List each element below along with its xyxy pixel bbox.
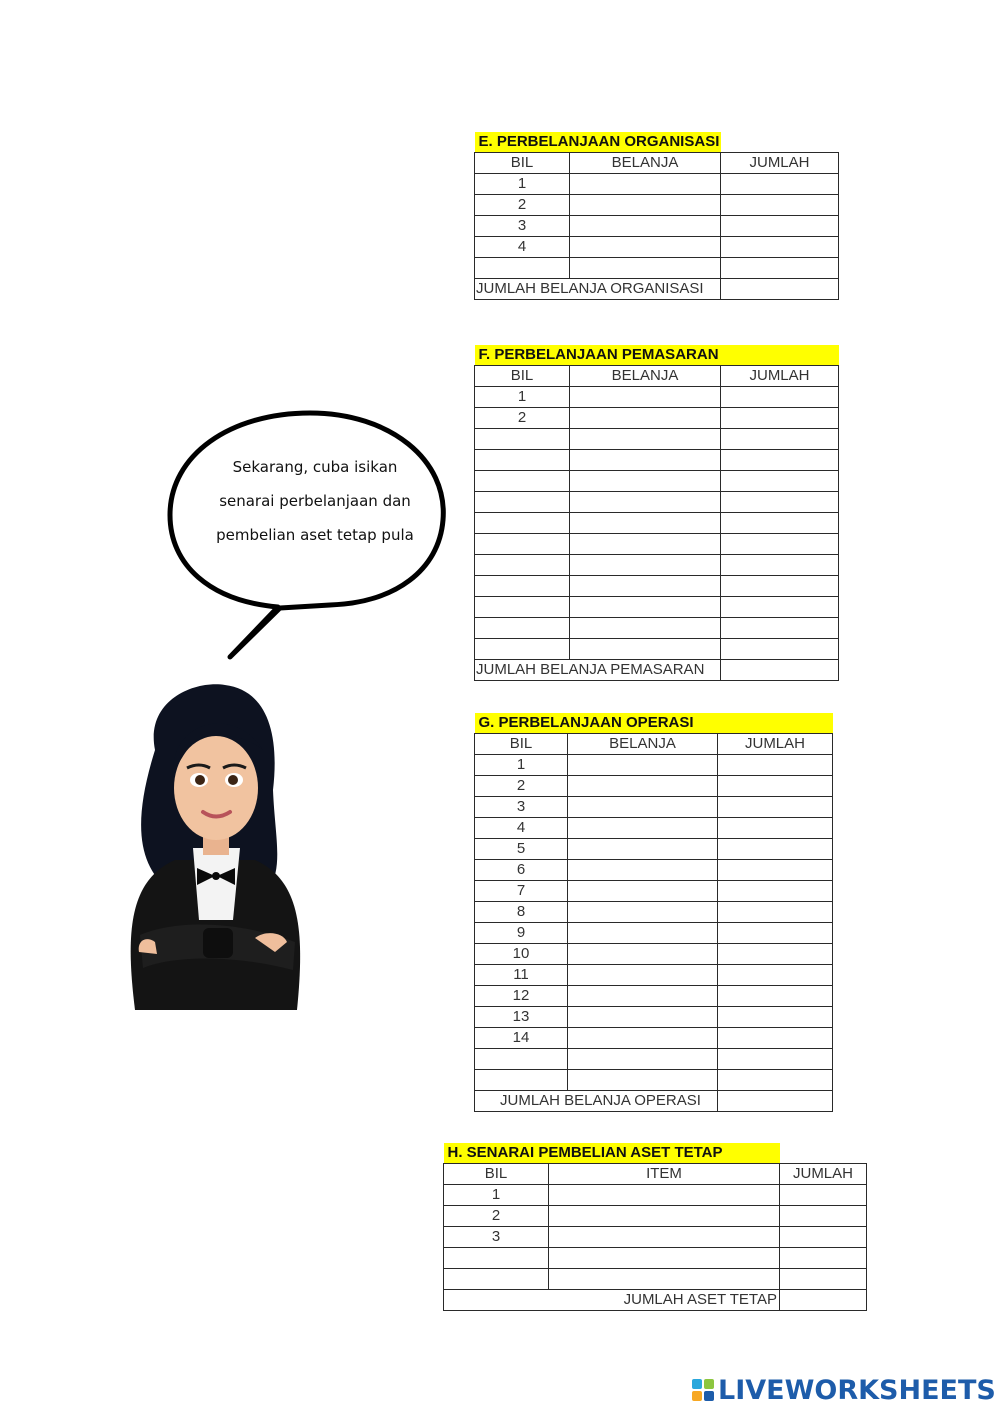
table-row: [475, 860, 833, 881]
bil-cell: [475, 429, 570, 450]
bil-cell: 2: [475, 776, 568, 797]
belanja-cell[interactable]: [570, 534, 721, 555]
table-row: [475, 492, 839, 513]
table-row: [475, 576, 839, 597]
bil-cell: 1: [475, 174, 570, 195]
header-bil: BIL: [444, 1164, 549, 1185]
brand-logo: [692, 1373, 996, 1407]
jumlah-cell[interactable]: [721, 618, 839, 639]
total-row: [475, 660, 839, 681]
bil-cell: 2: [475, 195, 570, 216]
belanja-cell[interactable]: [570, 618, 721, 639]
jumlah-cell[interactable]: [718, 1007, 833, 1028]
jumlah-cell[interactable]: [718, 839, 833, 860]
bil-cell: 2: [475, 408, 570, 429]
table-row: [475, 174, 839, 195]
table-row: [475, 1028, 833, 1049]
speech-text: [200, 450, 430, 552]
bil-cell: 1: [475, 387, 570, 408]
jumlah-cell[interactable]: [721, 387, 839, 408]
brand-name: LIVEWORKSHEETS: [718, 1374, 996, 1406]
belanja-cell[interactable]: [568, 1070, 718, 1091]
jumlah-cell[interactable]: [718, 944, 833, 965]
header-belanja: BELANJA: [568, 734, 718, 755]
belanja-cell[interactable]: [570, 555, 721, 576]
header-jumlah: JUMLAH: [721, 153, 839, 174]
header-jumlah: JUMLAH: [721, 366, 839, 387]
belanja-cell[interactable]: [570, 195, 721, 216]
jumlah-cell[interactable]: [721, 639, 839, 660]
jumlah-cell[interactable]: [780, 1227, 867, 1248]
table-row: [475, 471, 839, 492]
table-row: [475, 258, 839, 279]
table-h-container: [443, 1143, 867, 1311]
table-aset-tetap: [443, 1143, 867, 1311]
jumlah-cell[interactable]: [721, 174, 839, 195]
table-row: [475, 639, 839, 660]
header-belanja: BELANJA: [570, 153, 721, 174]
bil-cell: [475, 555, 570, 576]
jumlah-cell[interactable]: [718, 986, 833, 1007]
bil-cell: [444, 1269, 549, 1290]
table-row: [475, 555, 839, 576]
bil-cell: [475, 450, 570, 471]
bil-cell: 3: [475, 797, 568, 818]
liveworksheets-icon: [692, 1379, 714, 1401]
jumlah-cell[interactable]: [718, 1070, 833, 1091]
belanja-cell[interactable]: [570, 492, 721, 513]
belanja-cell[interactable]: [568, 818, 718, 839]
belanja-cell[interactable]: [568, 755, 718, 776]
header-jumlah: JUMLAH: [780, 1164, 867, 1185]
jumlah-cell[interactable]: [721, 471, 839, 492]
bil-cell: [475, 576, 570, 597]
belanja-cell[interactable]: [568, 923, 718, 944]
bil-cell: [475, 618, 570, 639]
total-value-cell[interactable]: [721, 279, 839, 300]
table-organisasi: [474, 132, 839, 300]
bil-cell: 14: [475, 1028, 568, 1049]
jumlah-cell[interactable]: [721, 258, 839, 279]
jumlah-cell[interactable]: [718, 776, 833, 797]
total-label: JUMLAH BELANJA OPERASI: [475, 1091, 718, 1112]
total-row: [475, 279, 839, 300]
jumlah-cell[interactable]: [721, 534, 839, 555]
bil-cell: 1: [444, 1185, 549, 1206]
bil-cell: [475, 471, 570, 492]
belanja-cell[interactable]: [570, 597, 721, 618]
table-row: [475, 818, 833, 839]
total-label: JUMLAH BELANJA ORGANISASI: [475, 279, 721, 300]
table-row: [475, 755, 833, 776]
belanja-cell[interactable]: [568, 965, 718, 986]
table-title: G. PERBELANJAAN OPERASI: [475, 713, 833, 734]
bil-cell: [444, 1248, 549, 1269]
bil-cell: 3: [475, 216, 570, 237]
table-row: [475, 237, 839, 258]
woman-character-illustration: [115, 680, 315, 1010]
bil-cell: 11: [475, 965, 568, 986]
belanja-cell[interactable]: [570, 450, 721, 471]
table-row: [475, 986, 833, 1007]
table-row: [475, 902, 833, 923]
table-row: [444, 1227, 867, 1248]
jumlah-cell[interactable]: [721, 429, 839, 450]
table-pemasaran: [474, 345, 839, 681]
bil-cell: [475, 513, 570, 534]
table-e-container: [474, 132, 839, 300]
table-f-container: [474, 345, 839, 681]
jumlah-cell[interactable]: [718, 1049, 833, 1070]
bil-cell: 8: [475, 902, 568, 923]
bil-cell: [475, 1070, 568, 1091]
jumlah-cell[interactable]: [718, 902, 833, 923]
total-row: [475, 1091, 833, 1112]
bil-cell: 10: [475, 944, 568, 965]
table-row: [475, 618, 839, 639]
table-row: [444, 1206, 867, 1227]
header-item: ITEM: [549, 1164, 780, 1185]
header-bil: BIL: [475, 734, 568, 755]
table-row: [475, 195, 839, 216]
table-row: [475, 923, 833, 944]
bil-cell: 6: [475, 860, 568, 881]
total-value-cell[interactable]: [721, 660, 839, 681]
table-row: [475, 965, 833, 986]
bil-cell: 12: [475, 986, 568, 1007]
header-bil: BIL: [475, 153, 570, 174]
belanja-cell[interactable]: [568, 902, 718, 923]
bil-cell: 4: [475, 237, 570, 258]
jumlah-cell[interactable]: [721, 195, 839, 216]
table-row: [444, 1269, 867, 1290]
item-cell[interactable]: [549, 1227, 780, 1248]
jumlah-cell[interactable]: [780, 1269, 867, 1290]
bil-cell: 5: [475, 839, 568, 860]
belanja-cell[interactable]: [570, 429, 721, 450]
belanja-cell[interactable]: [570, 576, 721, 597]
belanja-cell[interactable]: [570, 513, 721, 534]
table-title: F. PERBELANJAAN PEMASARAN: [475, 345, 839, 366]
speech-line: Sekarang, cuba isikan: [232, 458, 398, 476]
table-row: [475, 1070, 833, 1091]
bil-cell: 3: [444, 1227, 549, 1248]
jumlah-cell[interactable]: [780, 1206, 867, 1227]
table-title: E. PERBELANJAAN ORGANISASI: [475, 132, 721, 153]
bil-cell: [475, 258, 570, 279]
table-row: [475, 1007, 833, 1028]
bil-cell: [475, 639, 570, 660]
bil-cell: 9: [475, 923, 568, 944]
bil-cell: [475, 1049, 568, 1070]
bil-cell: 7: [475, 881, 568, 902]
table-row: [475, 534, 839, 555]
jumlah-cell[interactable]: [780, 1185, 867, 1206]
belanja-cell[interactable]: [568, 797, 718, 818]
belanja-cell[interactable]: [570, 216, 721, 237]
jumlah-cell[interactable]: [718, 1028, 833, 1049]
belanja-cell[interactable]: [568, 1028, 718, 1049]
table-row: [475, 839, 833, 860]
item-cell[interactable]: [549, 1206, 780, 1227]
belanja-cell[interactable]: [570, 258, 721, 279]
total-label: JUMLAH BELANJA PEMASARAN: [475, 660, 721, 681]
belanja-cell[interactable]: [570, 387, 721, 408]
jumlah-cell[interactable]: [721, 513, 839, 534]
bil-cell: [475, 534, 570, 555]
belanja-cell[interactable]: [568, 1007, 718, 1028]
jumlah-cell[interactable]: [718, 923, 833, 944]
table-row: [475, 408, 839, 429]
belanja-cell[interactable]: [570, 174, 721, 195]
belanja-cell[interactable]: [568, 860, 718, 881]
jumlah-cell[interactable]: [718, 797, 833, 818]
table-row: [444, 1248, 867, 1269]
belanja-cell[interactable]: [568, 986, 718, 1007]
jumlah-cell[interactable]: [718, 818, 833, 839]
jumlah-cell[interactable]: [721, 492, 839, 513]
belanja-cell[interactable]: [570, 639, 721, 660]
table-g-container: [474, 713, 833, 1112]
table-row: [475, 429, 839, 450]
table-row: [475, 387, 839, 408]
belanja-cell[interactable]: [570, 237, 721, 258]
speech-line: pembelian aset tetap pula: [216, 526, 414, 544]
jumlah-cell[interactable]: [721, 555, 839, 576]
bil-cell: 2: [444, 1206, 549, 1227]
jumlah-cell[interactable]: [718, 881, 833, 902]
bil-cell: [475, 597, 570, 618]
item-cell[interactable]: [549, 1185, 780, 1206]
jumlah-cell[interactable]: [718, 965, 833, 986]
total-row: [444, 1290, 867, 1311]
jumlah-cell[interactable]: [718, 755, 833, 776]
jumlah-cell[interactable]: [718, 860, 833, 881]
table-row: [475, 450, 839, 471]
belanja-cell[interactable]: [568, 944, 718, 965]
jumlah-cell[interactable]: [721, 450, 839, 471]
table-operasi: [474, 713, 833, 1112]
item-cell[interactable]: [549, 1269, 780, 1290]
belanja-cell[interactable]: [570, 408, 721, 429]
jumlah-cell[interactable]: [780, 1248, 867, 1269]
belanja-cell[interactable]: [568, 839, 718, 860]
bil-cell: 1: [475, 755, 568, 776]
table-row: [475, 513, 839, 534]
table-row: [475, 944, 833, 965]
header-bil: BIL: [475, 366, 570, 387]
bil-cell: [475, 492, 570, 513]
belanja-cell[interactable]: [568, 881, 718, 902]
table-row: [475, 216, 839, 237]
table-row: [475, 597, 839, 618]
bil-cell: 4: [475, 818, 568, 839]
belanja-cell[interactable]: [568, 776, 718, 797]
speech-line: senarai perbelanjaan dan: [219, 492, 411, 510]
jumlah-cell[interactable]: [721, 597, 839, 618]
table-title: H. SENARAI PEMBELIAN ASET TETAP: [444, 1143, 780, 1164]
jumlah-cell[interactable]: [721, 408, 839, 429]
item-cell[interactable]: [549, 1248, 780, 1269]
header-belanja: BELANJA: [570, 366, 721, 387]
jumlah-cell[interactable]: [721, 576, 839, 597]
table-row: [475, 776, 833, 797]
table-row: [475, 797, 833, 818]
total-value-cell[interactable]: [718, 1091, 833, 1112]
header-jumlah: JUMLAH: [718, 734, 833, 755]
jumlah-cell[interactable]: [721, 237, 839, 258]
table-row: [475, 1049, 833, 1070]
bil-cell: 13: [475, 1007, 568, 1028]
belanja-cell[interactable]: [568, 1049, 718, 1070]
jumlah-cell[interactable]: [721, 216, 839, 237]
table-row: [444, 1185, 867, 1206]
total-label: JUMLAH ASET TETAP: [444, 1290, 780, 1311]
table-row: [475, 881, 833, 902]
belanja-cell[interactable]: [570, 471, 721, 492]
total-value-cell[interactable]: [780, 1290, 867, 1311]
